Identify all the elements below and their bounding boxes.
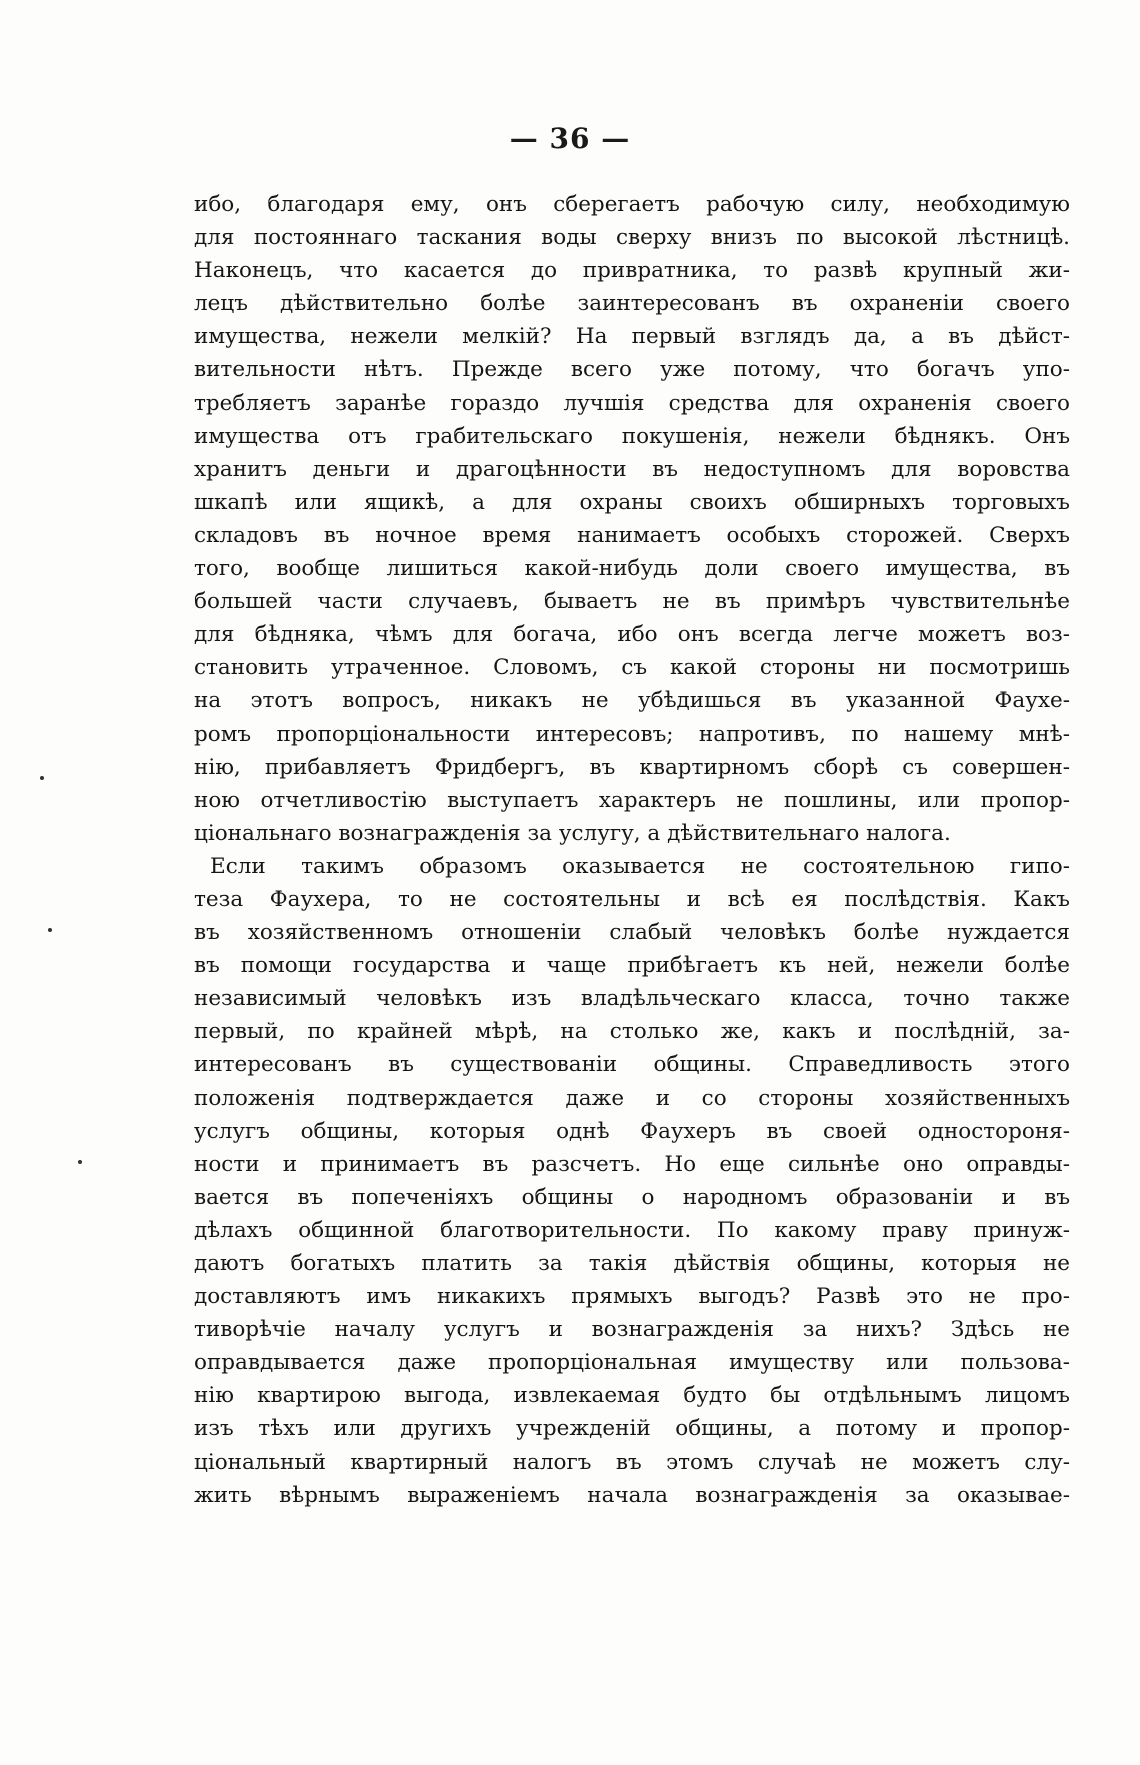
- text-line: даютъ богатыхъ платить за такія дѣйствія общины, которыя не: [194, 1251, 1070, 1276]
- text-line: доставляютъ имъ никакихъ прямыхъ выгодъ? Развѣ это не про-: [194, 1284, 1070, 1310]
- text-line: ромъ пропорціональности интересовъ; напротивъ, по нашему мнѣ-: [194, 721, 1070, 747]
- text-line: требляетъ заранѣе гораздо лучшія средства для охраненія своего: [194, 390, 1070, 416]
- text-line: независимый человѣкъ изъ владѣльческаго класса, точно также: [194, 986, 1070, 1012]
- scan-speck: [40, 776, 44, 780]
- body-text: [194, 188, 1070, 1512]
- text-line: положенія подтверждается даже и со стороны хозяйственныхъ: [194, 1085, 1070, 1111]
- text-line: вается въ попеченіяхъ общины о народномъ образованіи и въ: [194, 1184, 1070, 1210]
- text-line: ности и принимаетъ въ разсчетъ. Но еще сильнѣе оно оправды-: [194, 1151, 1070, 1177]
- text-line: ціональный квартирный налогъ въ этомъ случаѣ не можетъ слу-: [194, 1449, 1070, 1475]
- text-line: ибо, благодаря ему, онъ сберегаетъ рабочую силу, необходимую: [194, 192, 1070, 217]
- text-line: въ хозяйственномъ отношеніи слабый человѣкъ болѣе нуждается: [194, 920, 1070, 946]
- scan-speck: [48, 928, 52, 932]
- text-line: оправдывается даже пропорціональная имуществу или пользова-: [194, 1350, 1070, 1376]
- text-line: становить утраченное. Словомъ, съ какой стороны ни посмотришь: [194, 655, 1070, 681]
- paragraph-start-line: Если такимъ образомъ оказывается не состоятельною гипо-: [210, 853, 1070, 879]
- scan-speck: [78, 1160, 82, 1164]
- text-line: вительности нѣтъ. Прежде всего уже потому, что богачъ упо-: [194, 357, 1070, 383]
- text-line: имущества, нежели мелкій? На первый взглядъ да, а въ дѣйст-: [194, 324, 1070, 350]
- text-line: первый, по крайней мѣрѣ, на столько же, какъ и послѣдній, за-: [194, 1019, 1070, 1045]
- text-line: въ помощи государства и чаще прибѣгаетъ къ ней, нежели болѣе: [194, 953, 1070, 979]
- text-line: тиворѣчіе началу услугъ и вознагражденія за нихъ? Здѣсь не: [194, 1317, 1070, 1343]
- text-line: лецъ дѣйствительно болѣе заинтересованъ въ охраненіи своего: [194, 291, 1070, 317]
- text-line: шкапѣ или ящикѣ, а для охраны своихъ обширныхъ торговыхъ: [194, 489, 1070, 515]
- text-line: на этотъ вопросъ, никакъ не убѣдишься въ указанной Фаухе-: [194, 688, 1070, 714]
- text-line: Наконецъ, что касается до привратника, то развѣ крупный жи-: [194, 258, 1070, 284]
- text-line: услугъ общины, которыя однѣ Фаухеръ въ своей одностороня-: [194, 1118, 1070, 1144]
- text-line: изъ тѣхъ или другихъ учрежденій общины, а потому и пропор-: [194, 1416, 1070, 1442]
- text-line: для постояннаго таскания воды сверху внизъ по высокой лѣстницѣ.: [194, 225, 1070, 251]
- text-line: для бѣдняка, чѣмъ для богача, ибо онъ всегда легче можетъ воз-: [194, 622, 1070, 648]
- text-line: имущества отъ грабительскаго покушенія, нежели бѣднякъ. Онъ: [194, 423, 1070, 449]
- text-line: хранитъ деньги и драгоцѣнности въ недоступномъ для воровства: [194, 456, 1070, 482]
- text-line: того, вообще лишиться какой-нибудь доли своего имущества, въ: [194, 556, 1070, 582]
- text-line: жить вѣрнымъ выраженіемъ начала вознагражденія за оказывае-: [194, 1482, 1070, 1508]
- text-line: нію, прибавляетъ Фридбергъ, въ квартирномъ сборѣ съ совершен-: [194, 754, 1070, 780]
- text-line: складовъ въ ночное время нанимаетъ особыхъ сторожей. Сверхъ: [194, 522, 1070, 548]
- page-number: — 36 —: [509, 122, 631, 155]
- text-line: интересованъ въ существованіи общины. Справедливость этого: [194, 1052, 1070, 1078]
- text-line: теза Фаухера, то не состоятельны и всѣ ея послѣдствія. Какъ: [194, 886, 1070, 912]
- text-line: нію квартирою выгода, извлекаемая будто бы отдѣльнымъ лицомъ: [194, 1383, 1070, 1409]
- text-line: дѣлахъ общинной благотворительности. По какому праву принуж-: [194, 1217, 1070, 1243]
- text-line: большей части случаевъ, бываетъ не въ примѣръ чувствительнѣе: [194, 589, 1070, 615]
- text-line: ціональнаго вознагражденія за услугу, а дѣйствительнаго налога.: [194, 820, 951, 846]
- text-line: ною отчетливостію выступаетъ характеръ не пошлины, или пропор-: [194, 787, 1070, 813]
